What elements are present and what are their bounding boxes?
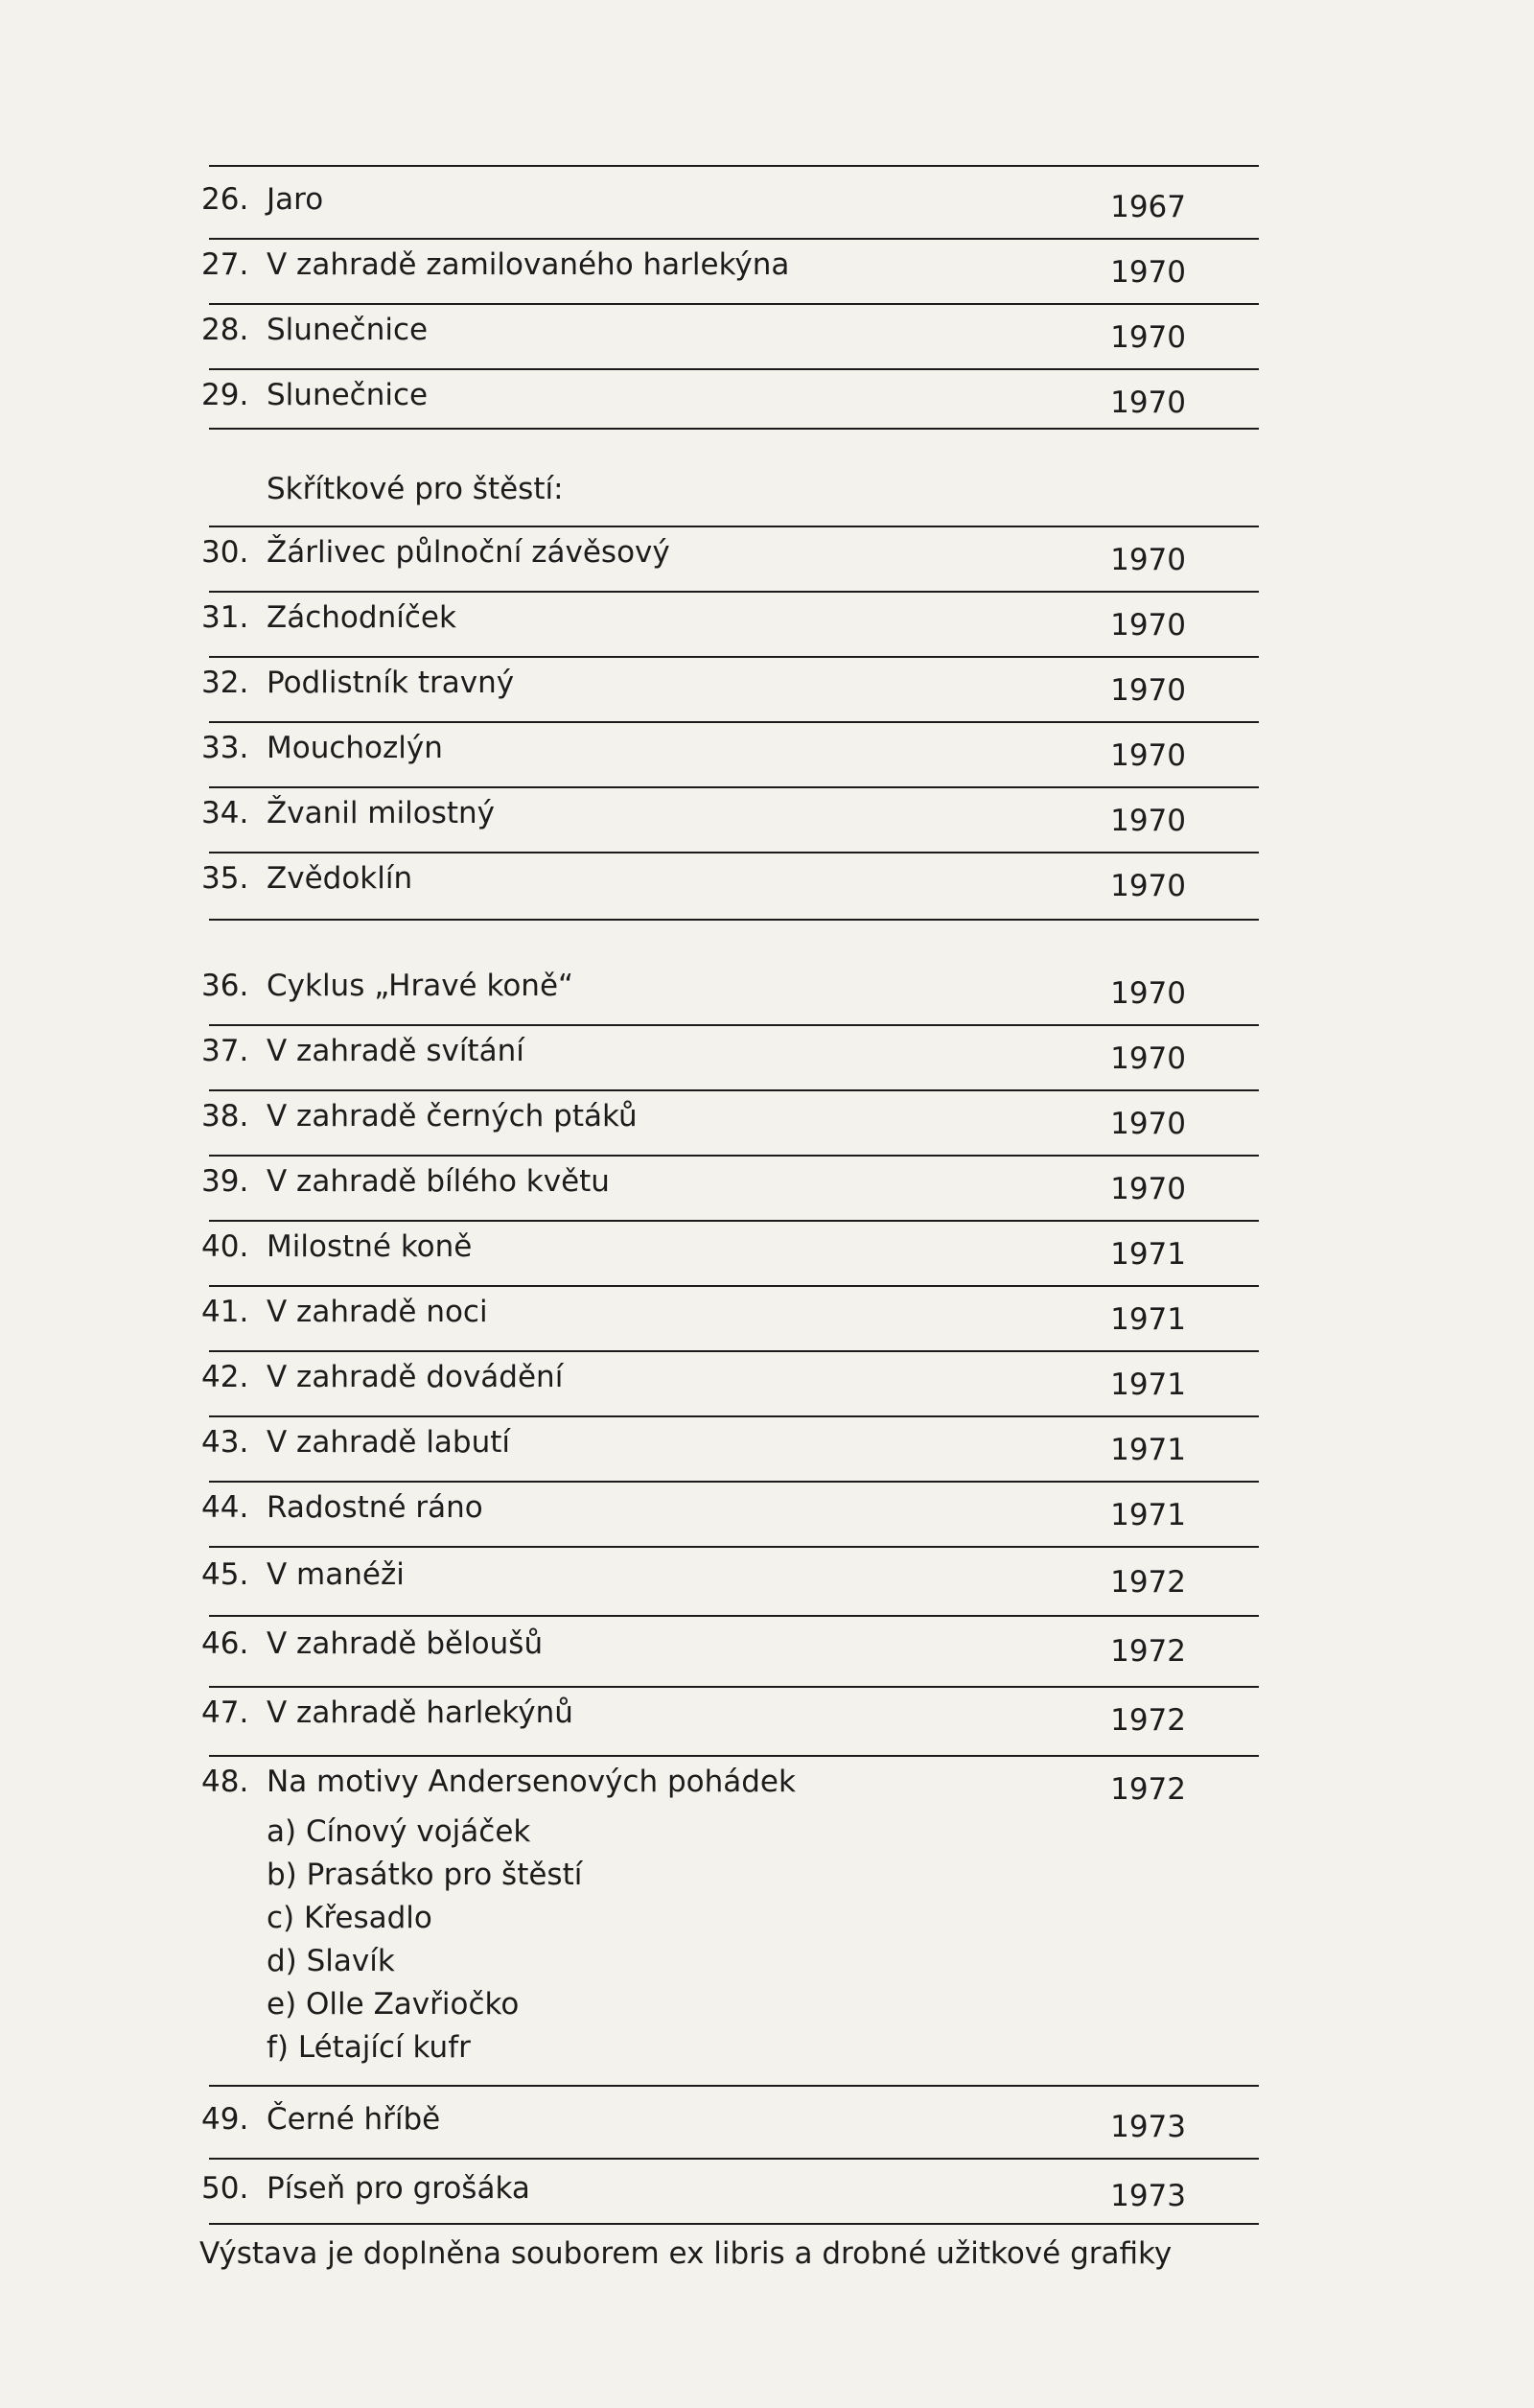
item-number: 40.: [201, 1229, 249, 1264]
divider: [209, 786, 1259, 788]
divider: [209, 2158, 1259, 2160]
item-number: 49.: [201, 2102, 249, 2137]
sub-item: c) Křesadlo: [267, 1901, 432, 1935]
item-title: V zahradě bílého květu: [267, 1164, 610, 1199]
list-item: [201, 1164, 1261, 1206]
item-year: 1970: [1110, 543, 1186, 577]
item-number: 29.: [201, 378, 249, 412]
list-item: [201, 969, 1261, 1011]
list-item: [201, 247, 1261, 290]
divider: [209, 721, 1259, 723]
divider: [209, 1686, 1259, 1688]
item-year: 1970: [1110, 320, 1186, 355]
item-title: Slunečnice: [267, 378, 429, 412]
divider: [209, 428, 1259, 430]
divider: [209, 303, 1259, 305]
footer-note: Výstava je doplněna souborem ex libris a drobné užitkové grafiky: [199, 2236, 1173, 2271]
item-number: 48.: [201, 1765, 249, 1799]
item-number: 33.: [201, 731, 249, 765]
item-title: Slunečnice: [267, 313, 429, 347]
list-item: [201, 861, 1261, 903]
divider: [209, 238, 1259, 240]
list-item: [201, 796, 1261, 838]
divider: [209, 1285, 1259, 1287]
item-year: 1973: [1110, 2110, 1186, 2144]
divider: [209, 1089, 1259, 1091]
item-year: 1972: [1110, 1703, 1186, 1738]
item-number: 26.: [201, 182, 249, 217]
item-number: 37.: [201, 1034, 249, 1068]
item-year: 1970: [1110, 255, 1186, 290]
item-year: 1970: [1110, 673, 1186, 708]
item-year: 1972: [1110, 1565, 1186, 1600]
item-year: 1970: [1110, 738, 1186, 773]
item-title: V zahradě svítání: [267, 1034, 524, 1068]
item-title: Mouchozlýn: [267, 731, 443, 765]
item-number: 35.: [201, 861, 249, 896]
list-item: [201, 1425, 1261, 1467]
item-title: Píseň pro grošáka: [267, 2171, 530, 2206]
divider: [209, 368, 1259, 370]
divider: [209, 919, 1259, 921]
list-item: [201, 1295, 1261, 1337]
sub-item: d) Slavík: [267, 1944, 395, 1978]
item-title: V zahradě černých ptáků: [267, 1099, 638, 1134]
item-title: Zvědoklín: [267, 861, 413, 896]
list-item: [201, 1360, 1261, 1402]
item-year: 1970: [1110, 1172, 1186, 1206]
list-item: [201, 1626, 1261, 1669]
divider: [209, 1755, 1259, 1757]
divider: [209, 526, 1259, 527]
item-title: Žvanil milostný: [267, 796, 495, 830]
item-year: 1971: [1110, 1498, 1186, 1532]
item-year: 1973: [1110, 2179, 1186, 2213]
list-item: [201, 600, 1261, 643]
item-year: 1971: [1110, 1433, 1186, 1467]
item-year: 1971: [1110, 1368, 1186, 1402]
item-year: 1970: [1110, 869, 1186, 903]
sub-item: b) Prasátko pro štěstí: [267, 1858, 583, 1892]
divider: [209, 1615, 1259, 1617]
list-item: [201, 2102, 1261, 2144]
item-number: 39.: [201, 1164, 249, 1199]
item-title: Na motivy Andersenových pohádek: [267, 1765, 796, 1799]
item-number: 43.: [201, 1425, 249, 1460]
item-title: Jaro: [267, 182, 324, 217]
item-number: 45.: [201, 1557, 249, 1592]
divider: [209, 591, 1259, 593]
item-year: 1970: [1110, 804, 1186, 838]
item-number: 27.: [201, 247, 249, 282]
item-year: 1972: [1110, 1634, 1186, 1669]
divider: [209, 1024, 1259, 1026]
section-heading: Skřítkové pro štěstí:: [267, 472, 564, 506]
item-number: 42.: [201, 1360, 249, 1394]
list-item: [201, 182, 1261, 224]
item-number: 36.: [201, 969, 249, 1003]
item-year: 1970: [1110, 608, 1186, 643]
list-item: [201, 313, 1261, 355]
item-year: 1970: [1110, 976, 1186, 1011]
item-number: 38.: [201, 1099, 249, 1134]
list-item: [201, 1099, 1261, 1141]
item-year: 1970: [1110, 386, 1186, 420]
item-title: Podlistník travný: [267, 666, 515, 700]
divider: [209, 165, 1259, 167]
list-item: [201, 1229, 1261, 1272]
item-title: Cyklus „Hravé koně“: [267, 969, 574, 1003]
sub-item: f) Létající kufr: [267, 2030, 471, 2065]
divider: [209, 1546, 1259, 1548]
divider: [209, 2223, 1259, 2225]
list-item: [201, 1765, 1261, 1807]
item-title: Radostné ráno: [267, 1490, 483, 1525]
sub-item: a) Cínový vojáček: [267, 1814, 531, 1849]
item-number: 50.: [201, 2171, 249, 2206]
item-number: 47.: [201, 1695, 249, 1730]
item-title: V zahradě dovádění: [267, 1360, 564, 1394]
list-item: [201, 2171, 1261, 2213]
divider: [209, 1220, 1259, 1222]
item-title: V zahradě noci: [267, 1295, 488, 1329]
item-number: 44.: [201, 1490, 249, 1525]
item-year: 1967: [1110, 190, 1186, 224]
sub-item: e) Olle Zavřiočko: [267, 1987, 520, 2022]
list-item: [201, 1034, 1261, 1076]
list-item: [201, 535, 1261, 577]
item-number: 28.: [201, 313, 249, 347]
item-number: 46.: [201, 1626, 249, 1661]
item-title: Milostné koně: [267, 1229, 473, 1264]
divider: [209, 1415, 1259, 1417]
item-title: V manéži: [267, 1557, 405, 1592]
item-year: 1970: [1110, 1041, 1186, 1076]
item-number: 41.: [201, 1295, 249, 1329]
divider: [209, 852, 1259, 853]
divider: [209, 2085, 1259, 2087]
item-title: Žárlivec půlnoční závěsový: [267, 535, 670, 570]
item-year: 1971: [1110, 1237, 1186, 1272]
item-title: Černé hříbě: [267, 2102, 441, 2137]
item-title: V zahradě běloušů: [267, 1626, 544, 1661]
item-year: 1970: [1110, 1107, 1186, 1141]
divider: [209, 656, 1259, 658]
list-item: [201, 378, 1261, 420]
divider: [209, 1155, 1259, 1157]
list-item: [201, 1695, 1261, 1738]
list-item: [201, 1490, 1261, 1532]
item-number: 32.: [201, 666, 249, 700]
item-title: Záchodníček: [267, 600, 456, 635]
item-year: 1972: [1110, 1772, 1186, 1807]
item-title: V zahradě zamilovaného harlekýna: [267, 247, 790, 282]
item-number: 30.: [201, 535, 249, 570]
divider: [209, 1481, 1259, 1483]
divider: [209, 1350, 1259, 1352]
item-number: 34.: [201, 796, 249, 830]
item-title: V zahradě labutí: [267, 1425, 511, 1460]
list-item: [201, 1557, 1261, 1600]
item-year: 1971: [1110, 1302, 1186, 1337]
list-item: [201, 666, 1261, 708]
item-title: V zahradě harlekýnů: [267, 1695, 573, 1730]
list-item: [201, 731, 1261, 773]
item-number: 31.: [201, 600, 249, 635]
